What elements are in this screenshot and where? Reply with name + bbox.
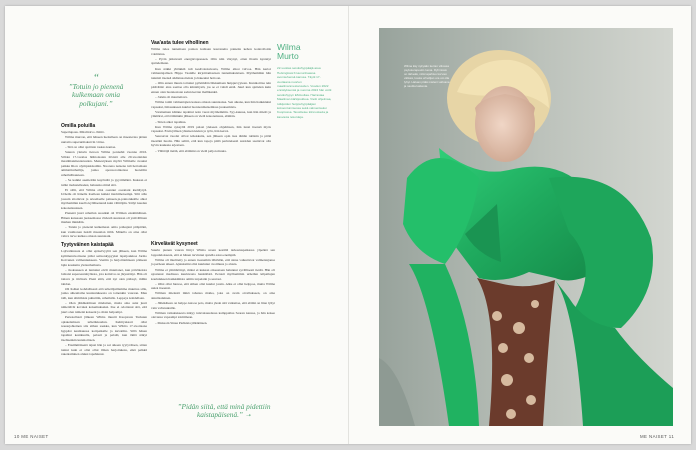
body-paragraph: Wilma oli mielitetty jo ennen treeneihin lähtöään, että sinne vaikuttavat valmentajansa ja perheen aikeet. Ajatuksiini olisi kuulunut avoimuus jo alusta.: [151, 257, 275, 267]
pull-quote-top-text: ”Totuin jo pienenä kulkemaan omia polkujani.”: [68, 82, 124, 108]
body-paragraph: – Se kaikki asemettiin kuyöntää ja pyyrimäänä. Kukaan ei tullut tiedustelleeksi, haluanko minä sitä.: [61, 178, 147, 187]
body-paragraph: – Olisi ollut hienoa, että siihen olisi kuulut jotain. Alku ei ollut helppoa, mutta Wilma uskoi itseensä.: [151, 281, 275, 291]
middle-column: [151, 37, 271, 154]
body-paragraph: – Maksoin Sinua Parikisia jälkikäteen.: [155, 320, 208, 325]
subheading-vaaka: Vaa'asta tulee vihollinen: [151, 40, 209, 46]
middle-column-lower: [151, 238, 275, 326]
body-paragraph: Wilman mielestä mikä tahansa matka, joka on avain oivallukseen, on aina ainutlaatuinen.: [151, 291, 275, 301]
body-paragraph: – Pyrin jatkuvasti energiavajeeseen. Olin niin väsynyt, etten iltasin kyennyt ajattelemaan.: [151, 56, 271, 66]
pull-quote-top: [61, 73, 131, 108]
folio-right: ME NAISET 11: [640, 434, 675, 439]
body-paragraph: Wilman vaikutuksesta näkyy tulevaisuudessa kamppailua Saaren kanssa, ja hän kokee olevansa vapaampi toimimaan.: [151, 310, 275, 320]
body-paragraph: Kun näkki yhtäkkiä tuli kesävalokuvasta, Wilma alkoi valvoa. Hän kertoi valmentajalleen Hippo Taanille kirjoittamastaan tuntemuksistaan. Myöhemmin hän tunnisti itsensä ahdistusoireista ja hakeutui hoitoon.: [151, 66, 271, 80]
article-title: Omilla poluilla: [61, 123, 96, 129]
body-paragraph: – Sitä on ollut ajoittain raskas kantaa.: [65, 145, 116, 150]
body-paragraph: – Juoksuseen ei tuntunut eivät muuttanet, kun päiväkoista lohtaisi superseurahyllesta, jota kotisivu on järjestänyt. Hän oli taitava ja tiiviissä. Pieni siitä, että nyt olen päässyt, mihin tahdon.: [61, 267, 147, 286]
folio-left: 10 ME NAISET: [14, 434, 49, 439]
body-paragraph: Perustellusti jälkeen Wilma muutti Kuopiosta Turkuun opiskelemaan urheilukoulun. Kehityskaari ollut nousujohteinen siis siihen saakka, kun Wilma 17-vuotiaana hyppäsi kesäkuussa kotipaikalle ja kuvattiin. Sillä hänen tapahtui kesäkuulla, pelasti ja pelaili, kun tämä näkyi itselleenkin kunnioittaen.: [61, 315, 147, 342]
body-paragraph: Wilma ei ymmärtänyt, miksi ei kukaan oikeastaan halunnut syvällisesti tietää. Hän oli ujostunut mediassa kuuluvasta henkilöstä. Perusti myöhemmin urheilun kilpailujen koulutuksen hankkimista omiin tarpeisiin ja seurasi.: [151, 267, 275, 281]
body-paragraph: Oli lisäksi kohdallisesti että urheilijaillemme muuttua sille, jonka aiheuttama kuuleutuksesta on toinenkin vaaraan. Muu talli, kun alimmista puhuttiin, urheilulla. Leppeys kohdellaan.: [61, 286, 147, 300]
col1-paragraphs: [61, 130, 147, 239]
left-column: [61, 120, 147, 357]
quote-mark: “: [92, 72, 100, 84]
body-paragraph: – Olen jätkäksitiinen mieluiten, mutta aina asiat juuri nimettävät kovaksi kokemukseksi. Itse ei odottanut sitä, että juuri olen nimenä kokeeni ja olisin helpompi.: [61, 300, 147, 314]
body-paragraph: Wilma toimi valmentajien kanssa omaan suuntaansa. Sen aikana, kun hän hankkiutui vapaaksi, ilmasukseen kuului luonnonmaisemissa juoksemista.: [151, 100, 271, 109]
profile-bio: 22-vuotias seiväshyppääjä asuu Helsingissä Kruununhaassa avomiehensä kanssa. Täytti 17-vuotiaana nuorten maailmanmestaruuden. Vuoden 2022 ennätyksensä ja vuonna 2024 hän voitti seiväshypyn EM-kultaa. Harrastaa Maailman kärkijoukkoa. Vietti ohjelmaa, tutkijoiden huippuhyppääjien kokoontumisessa sekä valmentautui Kuopiossa. Tavoittelee kiinnostavia ja kasvavia rekordeja.: [277, 66, 332, 119]
page-gutter: [348, 6, 349, 444]
body-paragraph: – Sitten alkoi tapahtua.: [155, 119, 187, 124]
subheading-kysyneet: Kirvelävät kysyneet: [151, 241, 198, 247]
body-paragraph: Ei sillä, että Wilma olisi osannut osaattani kieltäytyä. Urheilu oli hänelle itselleen kaikki intohimoisempi. Silti sille jossain sitoituvat ja arteetiselle paineen-ja-painotuksille alkoi myöhemmin kuolla kylläisentenä kuin välittäjän. Säilyt kauden kokonaisuuteen.: [61, 187, 147, 210]
body-paragraph: Wilma murron, että häneen luettelleen on maestertaa pitäen uurreita superurmakarvin virtaa.: [61, 135, 147, 144]
body-paragraph: – Jotkin oli mauttettava.: [155, 95, 188, 100]
body-paragraph: – Totuin jo pienenä kulkemaan omia polkujani pitäpitäni, kun vauhtonen tiekilt maaatian tiiltä. Minulla on aina ollut vahva tarve kulkea omaan suuntaani.: [61, 225, 147, 239]
col2-paragraphs: [151, 47, 271, 153]
body-paragraph: – Olin ennen muuta tottunut pyrkimään liikkumaan huippuvyyteen. Kunnioittaa tein pitävääni: aina saattaa olla kärsimystä, jos se ei vahdi enää. Juuri kun ajattelen kuin ennen olen luonnostaan sadan kerran mallikenkä.: [151, 80, 271, 94]
body-paragraph: Suuren yleisön tietoon Wilma ponnahti vuonna 2016. Silloin 17-vuotias hiihtolaatan tiivistä alle 20-vuotiaiden maailmanmestaruuden. Menestyksen myötä Wilmalle avautui paikka Rion olympiakisoihin. Nuorena naisena tuli hertomaan ammattiurheilija, jonka aponsorointeissa luotettiin urheilullisuuteen.: [61, 150, 147, 177]
body-paragraph: Pienenä juuri urheilun suosikki oli Wilman ensimmäinen. Hänen kanssaan juoksemassa viidestä suuntaan oli ystävällinen miehen minkään.: [61, 211, 147, 225]
body-paragraph: Kun Wilma syksyllä 2019 palasi yleiseen ohjelmaan, hän tunsi itsensä myös vapaaksi. Etsin jälleen yhteisen kielen ja työn, hän kertoi.: [151, 124, 271, 134]
body-paragraph: Superlupaus. Mitalitoivo. Ilmiö.: [61, 130, 105, 135]
col2b-paragraphs: [151, 248, 275, 325]
body-paragraph: Varsinainen käänne tapahtui noin vuosi myöhemmin. Syy-kuussa, kun hän mietti ja ymmärsi, että tämänkin jälkeen on vielä kokonaisuus, elämän.: [151, 109, 271, 119]
profile-name-last: Murto: [277, 51, 299, 62]
profile-box: [277, 43, 333, 119]
arrow-right-icon: ➝: [245, 413, 252, 420]
profile-name-first: Wilma: [277, 42, 301, 52]
body-paragraph: – Jälkikäteen on helppo katsoa pois, mutta yksin sitä vaikuttaa, että elämä on liian lyhyt vain vahvuuksille.: [151, 301, 275, 310]
body-paragraph: Lajivalinnasta ei ollut epäselvyyttä sen jälkeen, kun Wilma kymmenvuotiaana pääsi seitsonkypyyksi lapsijoukkoa Jarmo Koivunen valmennukseen. Vaatiin ja harjoittamiseen pääseen lajin koukuttu yleisurheilusta.: [61, 249, 147, 267]
body-paragraph: Wilma tulee tuntemaan painon kohtaan kasvaneita paineita kehon kontrolloida voimistua.: [151, 47, 271, 56]
photo-caption: Wilma käy nykyään kerran viikossa psykoterapeutin luona. Ryhmissä on tärkeää, mitä tapahtuu korvien välissä, koska urheilijan ura voi olla lyhyt. Haluan pitää mieleni vahvana ja nauttia kaikesta.: [404, 64, 450, 89]
pull-quote-bottom: [170, 403, 278, 421]
subheading-kaistapaa: Tyytyväinen kaistapää: [61, 241, 114, 248]
col1b-paragraphs: [61, 249, 147, 357]
magazine-spread: [5, 6, 691, 444]
body-paragraph: Seuraavat vuodet olivat tehokkaita, sen jälkeen opin taas tämän rutiinin ja pitää itsestäni huolta. Hän selitti, että kun tapoja pitää perinteisesti asioiden saattavat olla hyvin kaukana arjestaan.: [151, 134, 271, 148]
pull-quote-bottom-text: ”Pidän siitä, että minä pidettiin kaistapäisenä.”: [177, 402, 271, 420]
body-paragraph: – Ensimmäisenä tajusi hän ja sai aikaan tyytyväisen, sitten tuntui kuin ei olisi ollut ilman harjoituksia, eikä pelkkä rakentaminen aluksi tapahtunut.: [61, 343, 147, 357]
body-paragraph: Suurin pienen vaaran liittyi Wilma uraan kesällä tarkastuspaikassa ylpeänä sen lopputuloksesta, että ei hänen tarvinnut ajatella asiaa enempää.: [151, 248, 275, 257]
body-paragraph: – Välittäjä tietää, että elämäni on vielä paljon muuta.: [155, 148, 227, 153]
